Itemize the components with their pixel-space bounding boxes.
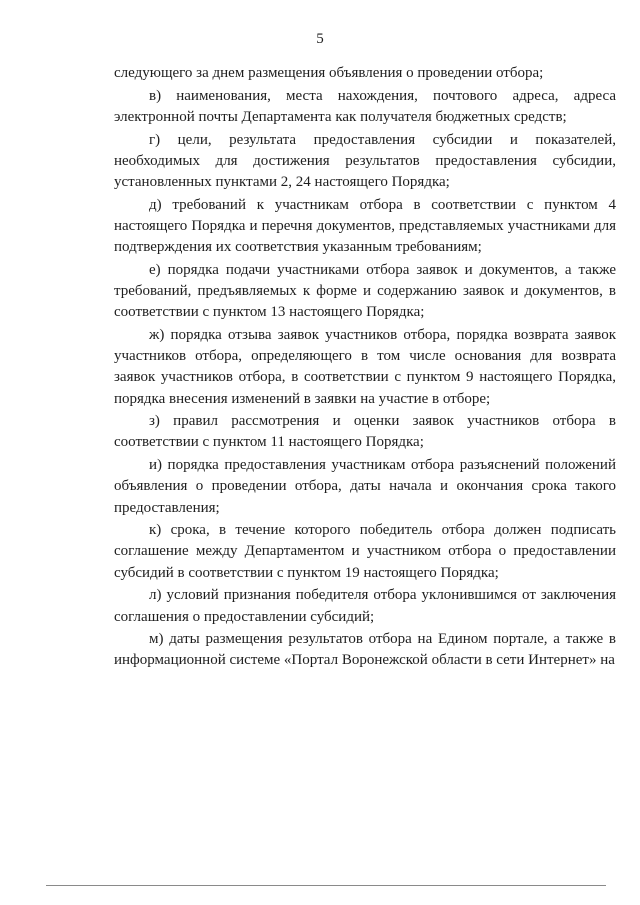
paragraph-continuation: следующего за днем размещения объявления о проведении отбора; bbox=[114, 65, 544, 81]
paragraph-item-i: и) порядка предоставления участникам отбора разъяснений положений объявления о проведении отбора, даты начала и окончания срока такого предоставления; bbox=[114, 457, 616, 516]
page-number: 5 bbox=[316, 31, 324, 47]
paragraph-item-d: д) требований к участникам отбора в соответствии с пунктом 4 настоящего Порядка и перечня документов, представляемых участниками для подтверждения их соответствия указанным требованиям; bbox=[114, 196, 616, 256]
paragraph-item-m: м) даты размещения результатов отбора на Едином портале, а также в информационной системе «Портал Воронежской области в сети Интернет» на bbox=[114, 631, 616, 669]
paragraph-item-zh: ж) порядка отзыва заявок участников отбора, порядка возврата заявок участников отбора, определяющего в том числе основания для возврата заявок участников отбора, в соответствии с пунктом 9 настоящего Порядка, порядка внесения изменений в заявки на участие в отборе; bbox=[114, 326, 616, 407]
body-text bbox=[114, 63, 616, 672]
paragraph-item-e: е) порядка подачи участниками отбора заявок и документов, а также требований, предъявляемых к форме и содержанию заявок и документов, в соответствии с пунктом 13 настоящего Порядка; bbox=[114, 261, 616, 321]
paragraph-item-z: з) правил рассмотрения и оценки заявок участников отбора в соответствии с пунктом 11 настоящего Порядка; bbox=[114, 413, 616, 451]
paragraph-item-l: л) условий признания победителя отбора уклонившимся от заключения соглашения о предоставлении субсидий; bbox=[114, 587, 616, 625]
paragraph-item-v: в) наименования, места нахождения, почтового адреса, адреса электронной почты Департамента как получателя бюджетных средств; bbox=[114, 87, 616, 125]
paragraph-item-k: к) срока, в течение которого победитель отбора должен подписать соглашение между Департаментом и участником отбора о предоставлении субсидий в соответствии с пунктом 19 настоящего Порядка; bbox=[114, 522, 616, 581]
paragraph-item-g: г) цели, результата предоставления субсидии и показателей, необходимых для достижения результатов предоставления субсидии, установленных пунктами 2, 24 настоящего Порядка; bbox=[114, 131, 616, 191]
footer-rule bbox=[46, 885, 606, 886]
